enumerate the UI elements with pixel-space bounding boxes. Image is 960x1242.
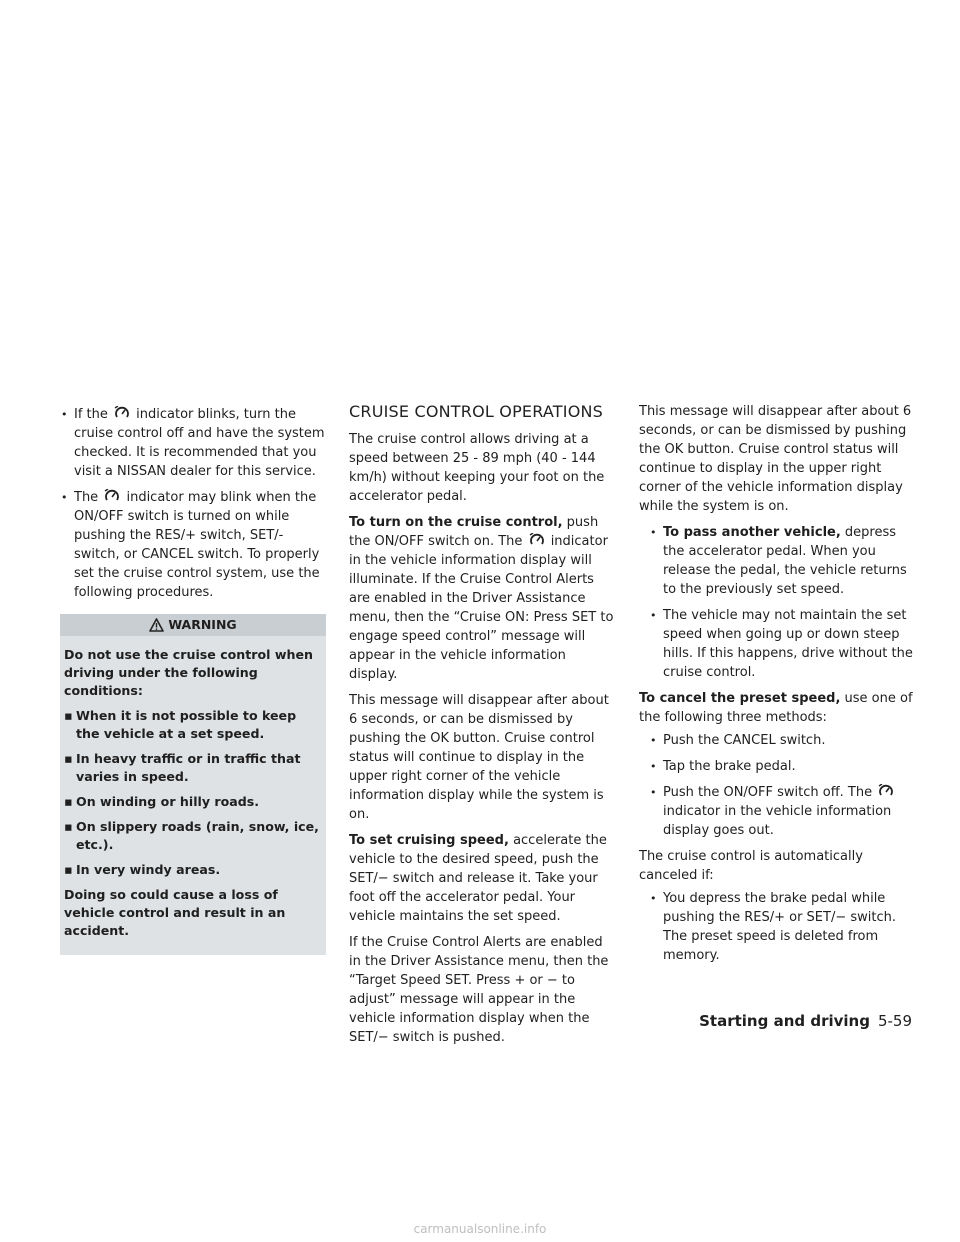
method-item: • Push the ON/OFF switch off. The indicator in the vehicle information display goes out. [649, 783, 915, 840]
bullet-steep-hills: • The vehicle may not maintain the set speed when going up or down steep hills. If this happens, drive without the cruise control. [649, 606, 915, 682]
method-item: • Push the CANCEL switch. [649, 731, 915, 750]
right-column [639, 402, 915, 972]
warning-outro: Doing so could cause a loss of vehicle control and result in an accident. [64, 887, 286, 938]
bullet-indicator-may-blink: • The indicator may blink when the ON/OFF switch is turned on while pushing the RES/+ switch, SET/- switch, or CANCEL switch. To properly set the cruise control system, use the following procedures. [60, 488, 326, 602]
warning-item: ▪ In heavy traffic or in traffic that varies in speed. [64, 750, 322, 786]
warning-item: ▪ On winding or hilly roads. [64, 793, 322, 811]
warning-intro: Do not use the cruise control when driving under the following conditions: [64, 647, 313, 698]
bullet-indicator-blinks: • If the indicator blinks, turn the cruise control off and have the system checked. It is recommended that you visit a NISSAN dealer for this service. [60, 405, 326, 481]
warning-triangle-icon [149, 618, 164, 632]
watermark: carmanualsonline.info [413, 1222, 547, 1236]
left-column [60, 405, 326, 955]
page-number: 5-59 [877, 1012, 912, 1030]
bullet-pass-vehicle: • To pass another vehicle, depress the accelerator pedal. When you release the pedal, the vehicle returns to the previously set speed. [649, 523, 915, 599]
paragraph: If the Cruise Control Alerts are enabled in the Driver Assistance menu, then the “Target Speed SET. Press + or − to adjust” message will appear in the vehicle information display when the SET/− switch is pushed. [349, 935, 609, 1045]
paragraph-cancel: To cancel the preset speed, use one of the following three methods: [639, 691, 913, 725]
warning-item: ▪ In very windy areas. [64, 861, 322, 879]
paragraph: The cruise control is automatically canceled if: [639, 849, 863, 883]
page-footer [699, 1012, 912, 1031]
cruise-indicator-icon [114, 406, 130, 420]
paragraph: The cruise control allows driving at a speed between 25 - 89 mph (40 - 144 km/h) without keeping your foot on the accelerator pedal. [349, 432, 605, 504]
warning-item: ▪ When it is not possible to keep the vehicle at a set speed. [64, 707, 322, 743]
section-heading: CRUISE CONTROL OPERATIONS [349, 402, 604, 421]
paragraph: This message will disappear after about 6 seconds, or can be dismissed by pushing the OK button. Cruise control status will continue to display in the upper right corner of the vehicle information display while the system is on. [639, 404, 912, 514]
cruise-indicator-icon [104, 489, 120, 503]
cancel-condition-item: • You depress the brake pedal while pushing the RES/+ or SET/− switch. The preset speed is deleted from memory. [649, 889, 915, 965]
paragraph-set-speed: To set cruising speed, accelerate the vehicle to the desired speed, push the SET/− switch and release it. Take your foot off the accelerator pedal. Your vehicle maintains the set speed. [349, 833, 607, 924]
warning-item: ▪ On slippery roads (rain, snow, ice, etc.). [64, 818, 322, 854]
warning-header: WARNING [60, 614, 326, 636]
paragraph: This message will disappear after about 6 seconds, or can be dismissed by pushing the OK button. Cruise control status will continue to display in the upper right corner of the vehicle information display while the system is on. [349, 693, 609, 822]
cruise-indicator-icon [529, 533, 545, 547]
footer-section: Starting and driving [699, 1012, 870, 1030]
paragraph-turn-on: To turn on the cruise control, push the ON/OFF switch on. The indicator in the vehicle information display will illuminate. If the Cruise Control Alerts are enabled in the Driver Assistance menu, then the “Cruise ON: Press SET to engage speed control” message will appear in the vehicle information display. [349, 515, 614, 682]
cruise-indicator-icon [878, 784, 894, 798]
middle-column [349, 402, 615, 1054]
method-item: • Tap the brake pedal. [649, 757, 915, 776]
warning-box [60, 614, 326, 955]
